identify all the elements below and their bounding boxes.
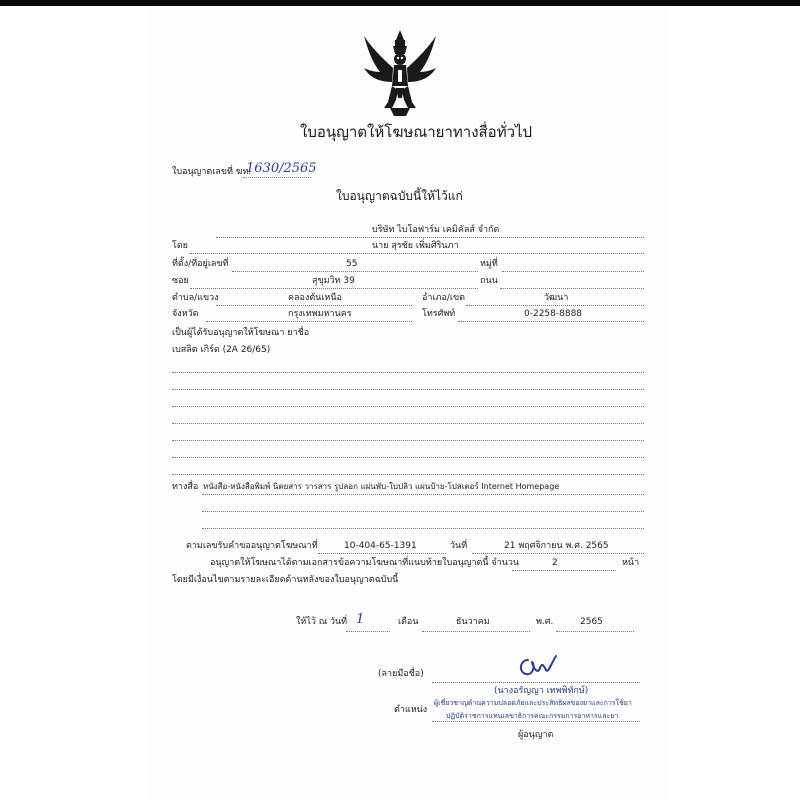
road-line <box>500 288 644 289</box>
given-day-line <box>346 631 390 632</box>
given-month: ธันวาคม <box>456 617 490 627</box>
signature-line <box>432 682 640 683</box>
year-label: พ.ศ. <box>536 617 554 627</box>
condition-text: โดยมีเงื่อนไขตามรายละเอียดด้านหลังของใบอนุญาตฉบับนี้ <box>172 575 399 585</box>
soi-line <box>190 288 478 289</box>
month-label: เดือน <box>398 617 419 627</box>
by-label: โดย <box>172 241 188 251</box>
given-year: 2565 <box>580 617 603 627</box>
position-dotline <box>432 721 640 722</box>
amphoe-line <box>466 305 644 306</box>
tambon-label: ตำบล/แขวง <box>172 293 219 303</box>
moo-line <box>502 271 644 272</box>
position-label: ตำแหน่ง <box>394 705 428 715</box>
license-number-line <box>243 177 311 178</box>
request-line <box>318 553 446 554</box>
tambon-line <box>216 305 412 306</box>
company-name: บริษัท ไบโอฟาร์ม เคมิคัลส์ จำกัด <box>372 225 500 235</box>
permission-text: เป็นผู้ได้รับอนุญาตให้โฆษณา ยาชื่อ <box>172 328 310 338</box>
request-date-line <box>472 553 644 554</box>
province-label: จังหวัด <box>172 309 199 319</box>
soi-value: สุขุมวิท 39 <box>312 276 355 286</box>
garuda-emblem-icon <box>360 28 440 120</box>
page-count: 2 <box>552 558 558 568</box>
media-label: ทางสื่อ <box>172 482 199 492</box>
moo-label: หมู่ที่ <box>480 259 498 269</box>
tambon-value: คลองตันเหนือ <box>288 293 342 303</box>
position-line-1: ผู้เชี่ยวชาญด้านความปลอดภัยและประสิทธิผลของยาและการใช้ยา <box>434 699 632 707</box>
address-number: 55 <box>346 259 358 269</box>
given-year-line <box>556 631 634 632</box>
position-line-2: ปฏิบัติราชการแทนเลขาธิการคณะกรรมการอาหารและยา <box>446 712 619 720</box>
media-line <box>202 494 644 495</box>
request-label: ตามเลขรับคำขออนุญาตโฆษณาที่ <box>186 541 318 551</box>
blank-line <box>172 474 644 475</box>
request-date-label: วันที่ <box>450 541 468 551</box>
province-line <box>206 321 412 322</box>
phone-line <box>458 321 644 322</box>
blank-line <box>172 440 644 441</box>
license-number-label: ใบอนุญาตเลขที่ ฆท. <box>172 167 252 177</box>
page-count-line <box>512 570 616 571</box>
media-value: หนังสือ-หนังสือพิมพ์ นิตยสาร วารสาร รูปลอก แผ่นพับ-ใบปลิว แผ่นป้าย-โปสเตอร์ Internet Homepage <box>203 482 560 491</box>
signature-mark <box>514 652 564 680</box>
address-label: ที่ตั้ง/ที่อยู่เลขที่ <box>172 259 229 269</box>
blank-line <box>202 528 644 529</box>
issued-to-heading: ใบอนุญาตฉบับนี้ให้ไว้แก่ <box>336 189 463 203</box>
road-label: ถนน <box>480 276 498 286</box>
licensor-label: ผู้อนุญาต <box>518 730 554 740</box>
company-line <box>216 237 644 238</box>
representative-line <box>190 253 644 254</box>
page-unit: หน้า <box>622 558 640 568</box>
phone-value: 0-2258-8888 <box>524 309 583 319</box>
blank-line <box>172 372 644 373</box>
representative-name: นาย สุรชัย เพิ่มศิรินภา <box>372 241 459 251</box>
license-number-value: 1630/2565 <box>246 161 317 176</box>
blank-line <box>172 423 644 424</box>
blank-line <box>172 457 644 458</box>
signature-label: (ลายมือชื่อ) <box>378 669 424 679</box>
blank-line <box>172 389 644 390</box>
given-on-label: ให้ไว้ ณ วันที่ <box>296 617 348 627</box>
drug-name: เบสลิต เกิร์ด (2A 26/65) <box>172 345 271 355</box>
amphoe-label: อำเภอ/เขต <box>422 293 465 303</box>
phone-label: โทรศัพท์ <box>422 309 456 319</box>
given-day: 1 <box>356 612 365 627</box>
document-title: ใบอนุญาตให้โฆษณายาทางสื่อทั่วไป <box>300 123 533 141</box>
blank-line <box>172 406 644 407</box>
province-value: กรุงเทพมหานคร <box>288 309 352 319</box>
signer-name: (นางอรัญญา เทพพิทักษ์) <box>494 686 589 696</box>
request-number: 10-404-65-1391 <box>344 541 417 551</box>
address-line <box>232 271 478 272</box>
given-month-line <box>422 631 530 632</box>
request-date: 21 พฤศจิกายน พ.ศ. 2565 <box>504 541 609 551</box>
soi-label: ซอย <box>172 276 189 286</box>
amphoe-value: วัฒนา <box>544 293 569 303</box>
blank-line <box>202 511 644 512</box>
approve-text: อนุญาตให้โฆษณาได้ตามเอกสารข้อความโฆษณาที่แนบท้ายใบอนุญาตนี้ จำนวน <box>210 558 520 568</box>
